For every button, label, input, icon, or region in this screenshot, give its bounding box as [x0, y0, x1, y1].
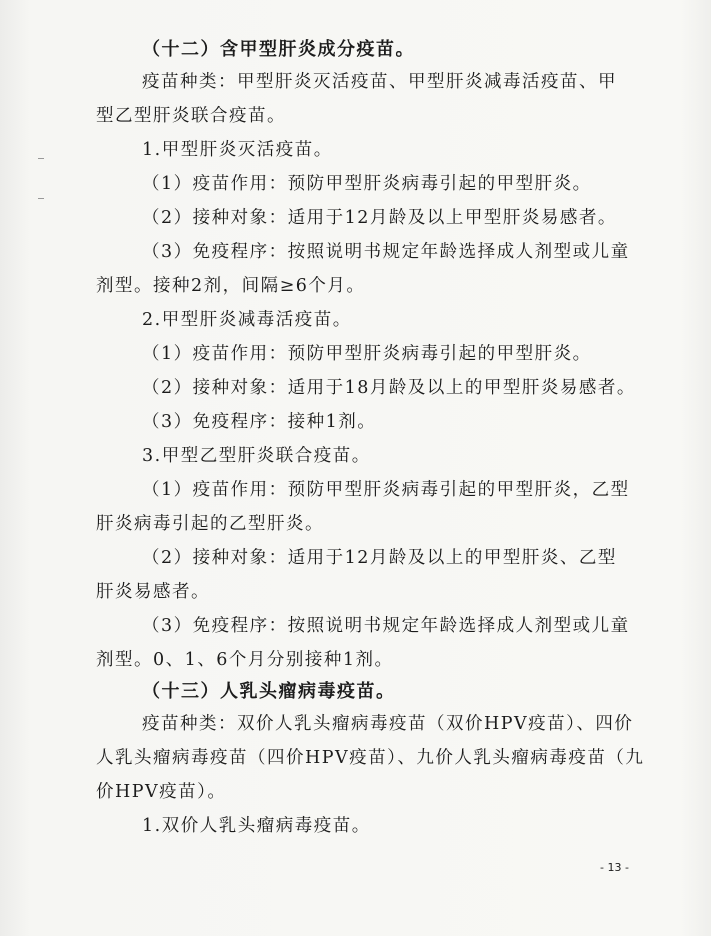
section-heading: （十二）含甲型肝炎成分疫苗。: [142, 39, 415, 60]
text-line: （2）接种对象：适用于12月龄及以上的甲型肝炎、乙型: [142, 548, 617, 568]
margin-mark: [38, 198, 44, 199]
section-heading: （十三）人乳头瘤病毒疫苗。: [142, 681, 396, 702]
text-line: 型乙型肝炎联合疫苗。: [96, 106, 286, 126]
text-line: （1）疫苗作用：预防甲型肝炎病毒引起的甲型肝炎，乙型: [142, 480, 630, 500]
text-line: 疫苗种类：甲型肝炎灭活疫苗、甲型肝炎减毒活疫苗、甲: [142, 72, 617, 92]
text-line: 人乳头瘤病毒疫苗（四价HPV疫苗）、九价人乳头瘤病毒疫苗（九: [96, 748, 645, 768]
text-line: （1）疫苗作用：预防甲型肝炎病毒引起的甲型肝炎。: [142, 174, 592, 194]
text-line: 疫苗种类：双价人乳头瘤病毒疫苗（双价HPV疫苗）、四价: [142, 714, 634, 734]
text-line: 3.甲型乙型肝炎联合疫苗。: [142, 446, 371, 466]
text-line: （2）接种对象：适用于12月龄及以上甲型肝炎易感者。: [142, 208, 617, 228]
text-line: 剂型。0、1、6个月分别接种1剂。: [96, 650, 394, 670]
text-line: （1）疫苗作用：预防甲型肝炎病毒引起的甲型肝炎。: [142, 344, 592, 364]
text-line: 1.甲型肝炎灭活疫苗。: [142, 140, 333, 160]
text-line: 肝炎易感者。: [96, 582, 210, 602]
margin-mark: [38, 158, 44, 159]
text-line: （3）免疫程序：按照说明书规定年龄选择成人剂型或儿童: [142, 242, 630, 262]
text-line: 肝炎病毒引起的乙型肝炎。: [96, 514, 324, 534]
text-line: 价HPV疫苗）。: [96, 782, 227, 802]
text-line: （3）免疫程序：按照说明书规定年龄选择成人剂型或儿童: [142, 616, 630, 636]
text-line: 1.双价人乳头瘤病毒疫苗。: [142, 816, 371, 836]
text-line: （3）免疫程序：接种1剂。: [142, 412, 377, 432]
text-line: 2.甲型肝炎减毒活疫苗。: [142, 310, 352, 330]
text-line: 剂型。接种2剂，间隔≥6个月。: [96, 276, 366, 296]
page-number: - 13 -: [600, 861, 629, 874]
text-line: （2）接种对象：适用于18月龄及以上的甲型肝炎易感者。: [142, 378, 636, 398]
